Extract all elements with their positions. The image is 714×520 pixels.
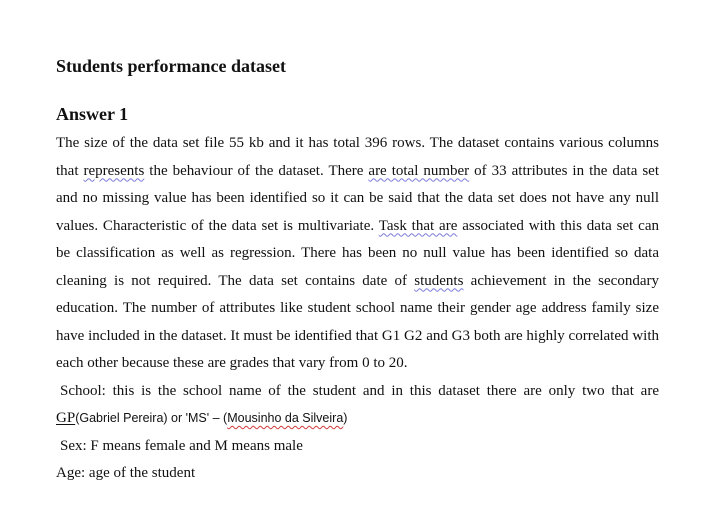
spelling-flagged-name[interactable]: Mousinho da Silveira — [227, 411, 344, 425]
document-title: Students performance dataset — [56, 56, 286, 76]
age-line: Age: age of the student — [56, 465, 196, 481]
paragraph-text: achievement in the secondary education. The number of attributes like student school name their gender age address family size have included in the dataset. It must be identified that G1 G2 and G3 both are highly correlated with each other because these are grades that vary from 0 to 20. — [56, 272, 659, 371]
paragraph-text: of 33 attributes in the data set and no missing value has been identified so it can be said that the data set does not have any null values. Characteristic of the data set is multivariate. — [56, 162, 660, 234]
school-code-gp: GP — [56, 410, 76, 426]
grammar-flagged-phrase[interactable]: Task that are — [378, 217, 458, 234]
grammar-flagged-word[interactable]: students — [414, 272, 464, 289]
school-values-line: GP(Gabriel Pereira) or 'MS' – (Mousinho da Silveira) — [56, 410, 348, 426]
document-page — [56, 52, 659, 488]
grammar-flagged-phrase[interactable]: are total number — [368, 162, 470, 179]
school-line: School: this is the school name of the student and in this dataset there are only two that are — [60, 382, 659, 399]
paragraph-text: associated with this data set can be classification as well as regression. There has been no null value has been identified so data cleaning is not required. The data set contains date of — [56, 217, 659, 289]
answer-paragraph — [56, 130, 659, 378]
paragraph-text: The size of the data set file 55 kb and it has total 396 rows. The dataset contains various columns that — [56, 135, 659, 179]
grammar-flagged-word[interactable]: represents — [83, 162, 145, 179]
paragraph-text: the behaviour of the dataset. There — [144, 162, 369, 179]
sex-line: Sex: F means female and M means male — [60, 437, 303, 454]
answer-heading: Answer 1 — [56, 104, 129, 124]
school-detail: (Gabriel Pereira) or 'MS' – ( — [75, 411, 228, 425]
